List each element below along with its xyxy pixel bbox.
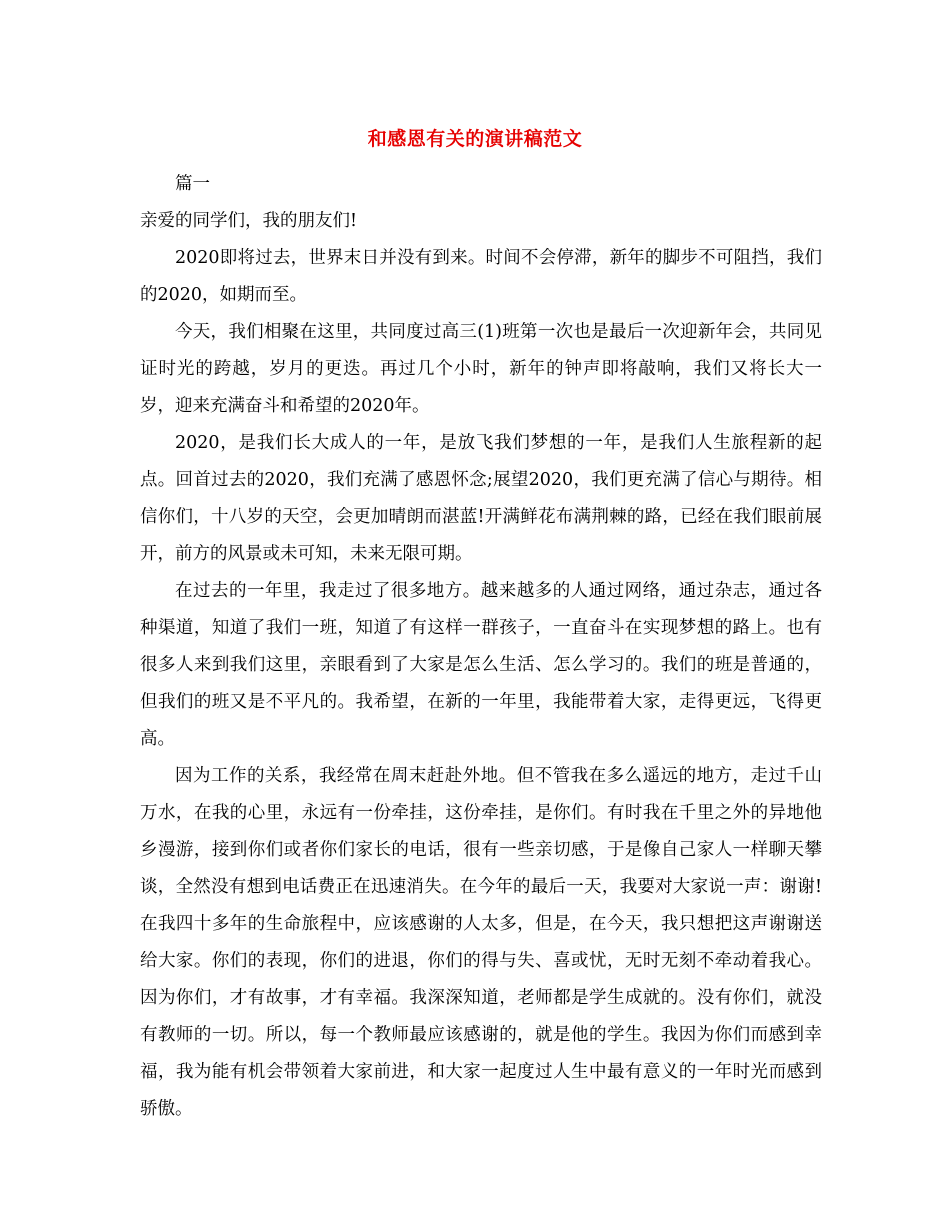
paragraph: 在过去的一年里，我走过了很多地方。越来越多的人通过网络，通过杂志，通过各种渠道，知道了我们一班，知道了有这样一群孩子，一直奋斗在实现梦想的路上。也有很多人来到我们这里，亲眼看到了大家是怎么生活、怎么学习的。我们的班是普通的，但我们的班又是不平凡的。我希望，在新的一年里，我能带着大家，走得更远，飞得更高。 [140,581,822,749]
greeting: 亲爱的同学们，我的朋友们! [140,211,358,231]
document-title: 和感恩有关的演讲稿范文 [367,128,583,150]
document-body [140,166,822,1128]
paragraph: 因为工作的关系，我经常在周末赶赴外地。但不管我在多么遥远的地方，走过千山万水，在我的心里，永远有一份牵挂，这份牵挂，是你们。有时我在千里之外的异地他乡漫游，接到你们或者你们家长的电话，很有一些亲切感，于是像自己家人一样聊天攀谈，全然没有想到电话费正在迅速消失。在今年的最后一天，我要对大家说一声：谢谢!在我四十多年的生命旅程中，应该感谢的人太多，但是，在今天，我只想把这声谢谢送给大家。你们的表现，你们的进退，你们的得与失、喜或忧，无时无刻不牵动着我心。因为你们，才有故事，才有幸福。我深深知道，老师都是学生成就的。没有你们，就没有教师的一切。所以，每一个教师最应该感谢的，就是他的学生。我因为你们而感到幸福，我为能有机会带领着大家前进，和大家一起度过人生中最有意义的一年时光而感到骄傲。 [140,766,822,1119]
paragraph: 今天，我们相聚在这里，共同度过高三(1)班第一次也是最后一次迎新年会，共同见证时光的跨越，岁月的更迭。再过几个小时，新年的钟声即将敲响，我们又将长大一岁，迎来充满奋斗和希望的2020年。 [140,322,822,416]
paragraph: 2020，是我们长大成人的一年，是放飞我们梦想的一年，是我们人生旅程新的起点。回首过去的2020，我们充满了感恩怀念;展望2020，我们更充满了信心与期待。相信你们，十八岁的天空，会更加晴朗而湛蓝!开满鲜花布满荆棘的路，已经在我们眼前展开，前方的风景或未可知，未来无限可期。 [140,433,822,564]
section-label: 篇一 [175,174,210,194]
paragraph: 2020即将过去，世界末日并没有到来。时间不会停滞，新年的脚步不可阻挡，我们的2020，如期而至。 [140,248,822,305]
